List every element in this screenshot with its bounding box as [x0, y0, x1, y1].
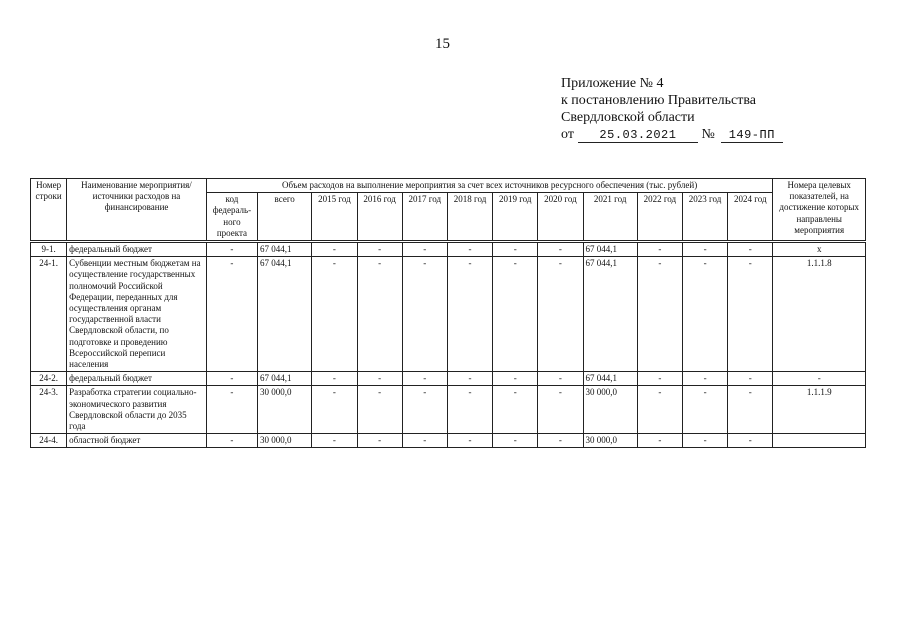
- table-row: [31, 372, 866, 386]
- row-year-cell: -: [493, 242, 538, 257]
- header-name: Наименование мероприятия/ источники расходов на финансирование: [67, 179, 207, 242]
- header-indicators: Номера целевых показателей, на достижение которых направлены мероприятия: [773, 179, 866, 242]
- row-year-cell: -: [637, 242, 682, 257]
- header-year: 2016 год: [357, 193, 402, 242]
- row-year-cell: -: [682, 242, 727, 257]
- row-year-cell: -: [447, 242, 492, 257]
- header-year: 2017 год: [402, 193, 447, 242]
- row-year-cell: -: [728, 386, 773, 434]
- row-total-cell: 67 044,1: [258, 257, 312, 372]
- row-code-cell: -: [206, 257, 257, 372]
- row-year-cell: -: [447, 257, 492, 372]
- row-year-cell: -: [312, 434, 357, 448]
- table-row: [31, 386, 866, 434]
- header-year: 2018 год: [447, 193, 492, 242]
- header-year: 2023 год: [682, 193, 727, 242]
- row-year-cell: 30 000,0: [583, 386, 637, 434]
- row-year-cell: -: [728, 434, 773, 448]
- row-number-cell: 9-1.: [31, 242, 67, 257]
- header-year: 2024 год: [728, 193, 773, 242]
- header-year: 2015 год: [312, 193, 357, 242]
- row-year-cell: -: [493, 434, 538, 448]
- row-year-cell: -: [538, 242, 583, 257]
- row-year-cell: -: [637, 434, 682, 448]
- date-prefix: от: [561, 127, 574, 142]
- appendix-region: Свердловской области: [561, 110, 695, 125]
- row-year-cell: -: [637, 257, 682, 372]
- row-year-cell: -: [538, 257, 583, 372]
- row-total-cell: 30 000,0: [258, 386, 312, 434]
- appendix-resolution: к постановлению Правительства: [561, 93, 757, 108]
- row-code-cell: -: [206, 434, 257, 448]
- header-expenses-group: Объем расходов на выполнение мероприятия за счет всех источников ресурсного обеспечения (тыс. рублей): [206, 179, 773, 193]
- number-prefix: №: [701, 127, 715, 142]
- table-row: [31, 257, 866, 372]
- page-number: 15: [435, 36, 450, 52]
- header-row-1: [31, 179, 866, 193]
- row-year-cell: -: [637, 386, 682, 434]
- row-name-cell: областной бюджет: [67, 434, 207, 448]
- table-row: [31, 242, 866, 257]
- row-total-cell: 67 044,1: [258, 372, 312, 386]
- row-code-cell: -: [206, 372, 257, 386]
- row-year-cell: -: [312, 257, 357, 372]
- row-total-cell: 30 000,0: [258, 434, 312, 448]
- row-year-cell: -: [357, 242, 402, 257]
- table-body: [31, 242, 866, 448]
- row-number-cell: 24-1.: [31, 257, 67, 372]
- row-name-cell: Разработка стратегии социально-экономического развития Свердловской области до 2035 года: [67, 386, 207, 434]
- budget-table: [30, 178, 866, 448]
- resolution-date: 25.03.2021: [578, 128, 698, 143]
- row-year-cell: -: [357, 386, 402, 434]
- row-indicators-cell: х: [773, 242, 866, 257]
- appendix-date-number: [561, 126, 783, 143]
- row-year-cell: -: [728, 242, 773, 257]
- row-year-cell: 67 044,1: [583, 372, 637, 386]
- row-year-cell: 67 044,1: [583, 242, 637, 257]
- header-federal-code: код федераль- ного проекта: [206, 193, 257, 242]
- row-year-cell: -: [312, 372, 357, 386]
- row-year-cell: -: [357, 434, 402, 448]
- row-year-cell: -: [402, 386, 447, 434]
- row-year-cell: -: [538, 386, 583, 434]
- row-year-cell: -: [312, 386, 357, 434]
- row-year-cell: -: [538, 372, 583, 386]
- appendix-header: [561, 75, 783, 143]
- row-year-cell: 67 044,1: [583, 257, 637, 372]
- row-number-cell: 24-4.: [31, 434, 67, 448]
- row-year-cell: -: [682, 372, 727, 386]
- row-indicators-cell: 1.1.1.8: [773, 257, 866, 372]
- row-year-cell: -: [312, 242, 357, 257]
- header-total: всего: [258, 193, 312, 242]
- row-year-cell: -: [682, 434, 727, 448]
- header-year: 2020 год: [538, 193, 583, 242]
- row-year-cell: -: [493, 386, 538, 434]
- resolution-number: 149-ПП: [721, 128, 783, 143]
- row-year-cell: -: [447, 372, 492, 386]
- row-code-cell: -: [206, 242, 257, 257]
- row-number-cell: 24-2.: [31, 372, 67, 386]
- row-name-cell: Субвенции местным бюджетам на осуществление государственных полномочий Российской Федерации, переданных для осуществления органам государственной власти Свердловской области, по подготовке и проведению Всероссийской переписи населения: [67, 257, 207, 372]
- row-year-cell: -: [728, 372, 773, 386]
- row-year-cell: -: [402, 434, 447, 448]
- row-year-cell: -: [357, 257, 402, 372]
- row-year-cell: -: [637, 372, 682, 386]
- row-year-cell: 30 000,0: [583, 434, 637, 448]
- row-year-cell: -: [538, 434, 583, 448]
- header-year: 2019 год: [493, 193, 538, 242]
- row-name-cell: федеральный бюджет: [67, 242, 207, 257]
- row-indicators-cell: [773, 434, 866, 448]
- row-name-cell: федеральный бюджет: [67, 372, 207, 386]
- header-row-number: Номер строки: [31, 179, 67, 242]
- row-year-cell: -: [682, 386, 727, 434]
- row-year-cell: -: [493, 257, 538, 372]
- row-year-cell: -: [493, 372, 538, 386]
- appendix-title: Приложение № 4: [561, 76, 664, 91]
- header-year: 2021 год: [583, 193, 637, 242]
- row-indicators-cell: 1.1.1.9: [773, 386, 866, 434]
- row-year-cell: -: [357, 372, 402, 386]
- row-code-cell: -: [206, 386, 257, 434]
- row-number-cell: 24-3.: [31, 386, 67, 434]
- row-year-cell: -: [728, 257, 773, 372]
- table-row: [31, 434, 866, 448]
- row-total-cell: 67 044,1: [258, 242, 312, 257]
- header-year: 2022 год: [637, 193, 682, 242]
- row-year-cell: -: [682, 257, 727, 372]
- row-year-cell: -: [402, 257, 447, 372]
- row-year-cell: -: [402, 372, 447, 386]
- row-year-cell: -: [447, 386, 492, 434]
- row-year-cell: -: [447, 434, 492, 448]
- row-year-cell: -: [402, 242, 447, 257]
- row-indicators-cell: -: [773, 372, 866, 386]
